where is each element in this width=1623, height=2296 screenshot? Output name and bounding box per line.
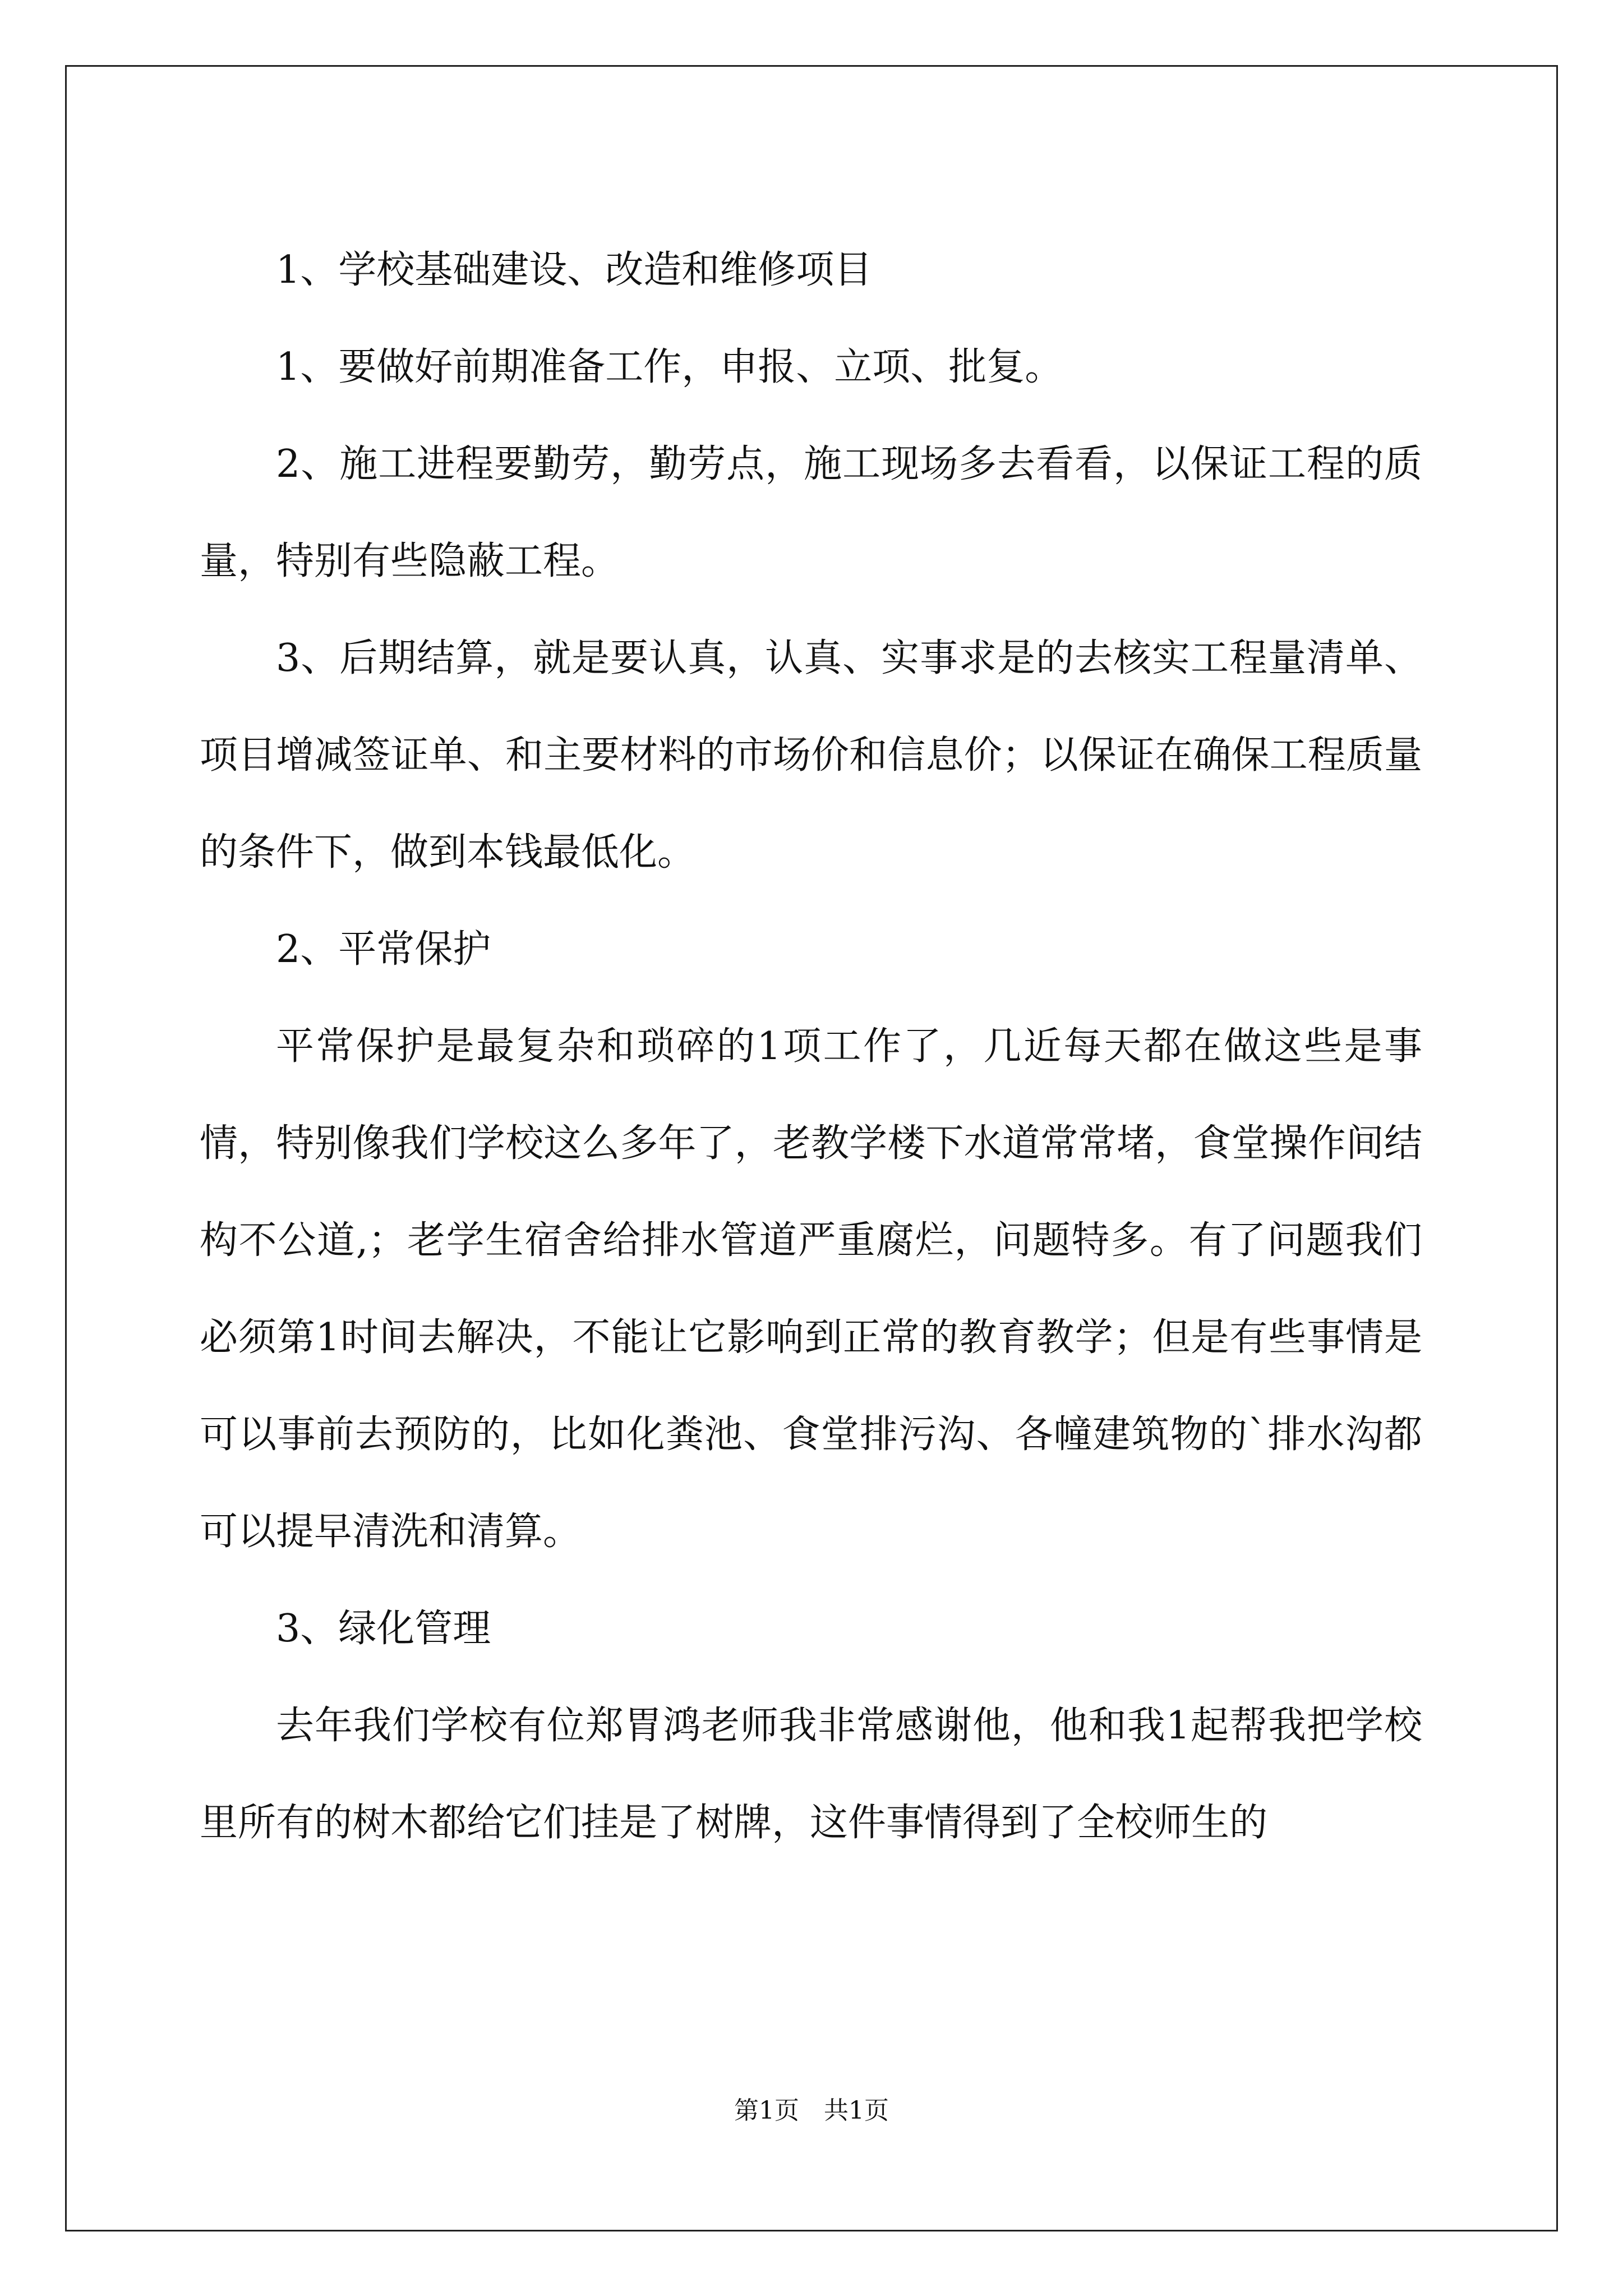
heading-greening: 3、绿化管理: [276, 1607, 491, 1651]
paragraph-preparation: 1、要做好前期准备工作，申报、立项、批复。: [276, 345, 1063, 389]
paragraph-greening: 去年我们学校有位郑胃鸿老师我非常感谢他，他和我1起帮我把学校里所有的树木都给它们挂是了树牌，这件事情得到了全校师生的: [200, 1704, 1422, 1845]
page-footer: 第1页 共1页: [734, 2096, 889, 2125]
heading-infrastructure: 1、学校基础建设、改造和维修项目: [276, 248, 873, 292]
paragraph-settlement: 3、后期结算，就是要认真，认真、实事求是的去核实工程量清单、项目增减签证单、和主要材料的市场价和信息价；以保证在确保工程质量的条件下，做到本钱最低化。: [200, 636, 1422, 875]
paragraph-maintenance: 平常保护是最复杂和琐碎的1项工作了，几近每天都在做这些是事情，特别像我们学校这么多年了，老教学楼下水道常常堵，食堂操作间结构不公道,；老学生宿舍给排水管道严重腐烂，问题特多。有了问题我们必须第1时间去解决，不能让它影响到正常的教育教学；但是有些事情是可以事前去预防的，比如化粪池、食堂排污沟、各幢建筑物的`排水沟都可以提早清洗和清算。: [200, 1024, 1422, 1554]
paragraph-construction: 2、施工进程要勤劳，勤劳点，施工现场多去看看，以保证工程的质量，特别有些隐蔽工程。: [200, 442, 1422, 583]
heading-maintenance: 2、平常保护: [276, 927, 491, 972]
document-body: [200, 222, 1422, 1871]
